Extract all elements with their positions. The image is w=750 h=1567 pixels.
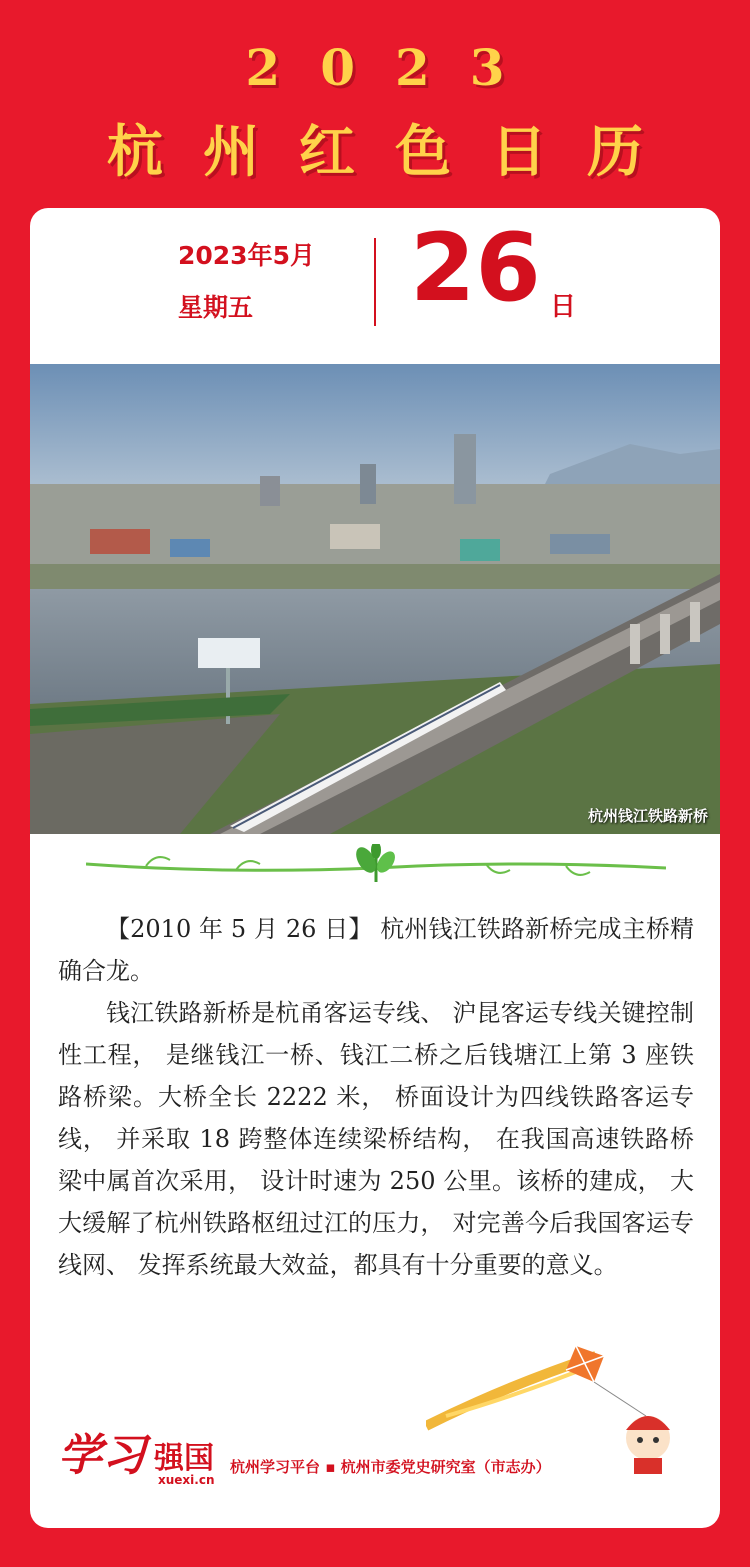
calendar-header — [0, 0, 750, 205]
vine-divider — [86, 844, 666, 898]
header-year: 2023 — [245, 38, 545, 97]
bridge-photo — [30, 364, 720, 834]
xuexi-logo — [58, 1420, 248, 1494]
day-number: 26 — [410, 214, 541, 323]
svg-text:学习: 学习 — [58, 1430, 146, 1481]
year-month: 2023年5月 — [178, 241, 315, 270]
article-paragraph: 钱江铁路新桥是杭甬客运专线、 沪昆客运专线关键控制性工程， 是继钱江一桥、钱江二桥之后钱塘江上第 3 座铁路桥梁。大桥全长 2222 米， 桥面设计为四线铁路客运专线， 并采取 18 跨整体连续梁桥结构， 在我国高速铁路桥梁中属首次采用， 设计时速为 250 公里。该桥的建成， 大大缓解了杭州铁路枢纽过江的压力， 对完善今后我国客运专线网、 发挥系统最大效益，都具有十分重要的意义。 — [58, 999, 694, 1279]
footer-credits: 杭州学习平台 ▪ 杭州市委党史研究室（市志办） — [230, 1458, 551, 1476]
calendar-card — [30, 208, 720, 1528]
article-paragraph: 【2010 年 5 月 26 日】 杭州钱江铁路新桥完成主桥精确合龙。 — [58, 915, 694, 985]
svg-text:强国: 强国 — [154, 1441, 214, 1476]
date-block — [178, 236, 315, 322]
weekday: 星期五 — [178, 293, 254, 322]
header-title: 杭州红色日历 — [107, 119, 683, 185]
photo-caption: 杭州钱江铁路新桥 — [587, 807, 708, 825]
date-divider — [374, 238, 376, 326]
day-unit: 日 — [550, 292, 577, 322]
article-body — [58, 908, 694, 1286]
svg-text:xuexi.cn: xuexi.cn — [158, 1473, 215, 1487]
